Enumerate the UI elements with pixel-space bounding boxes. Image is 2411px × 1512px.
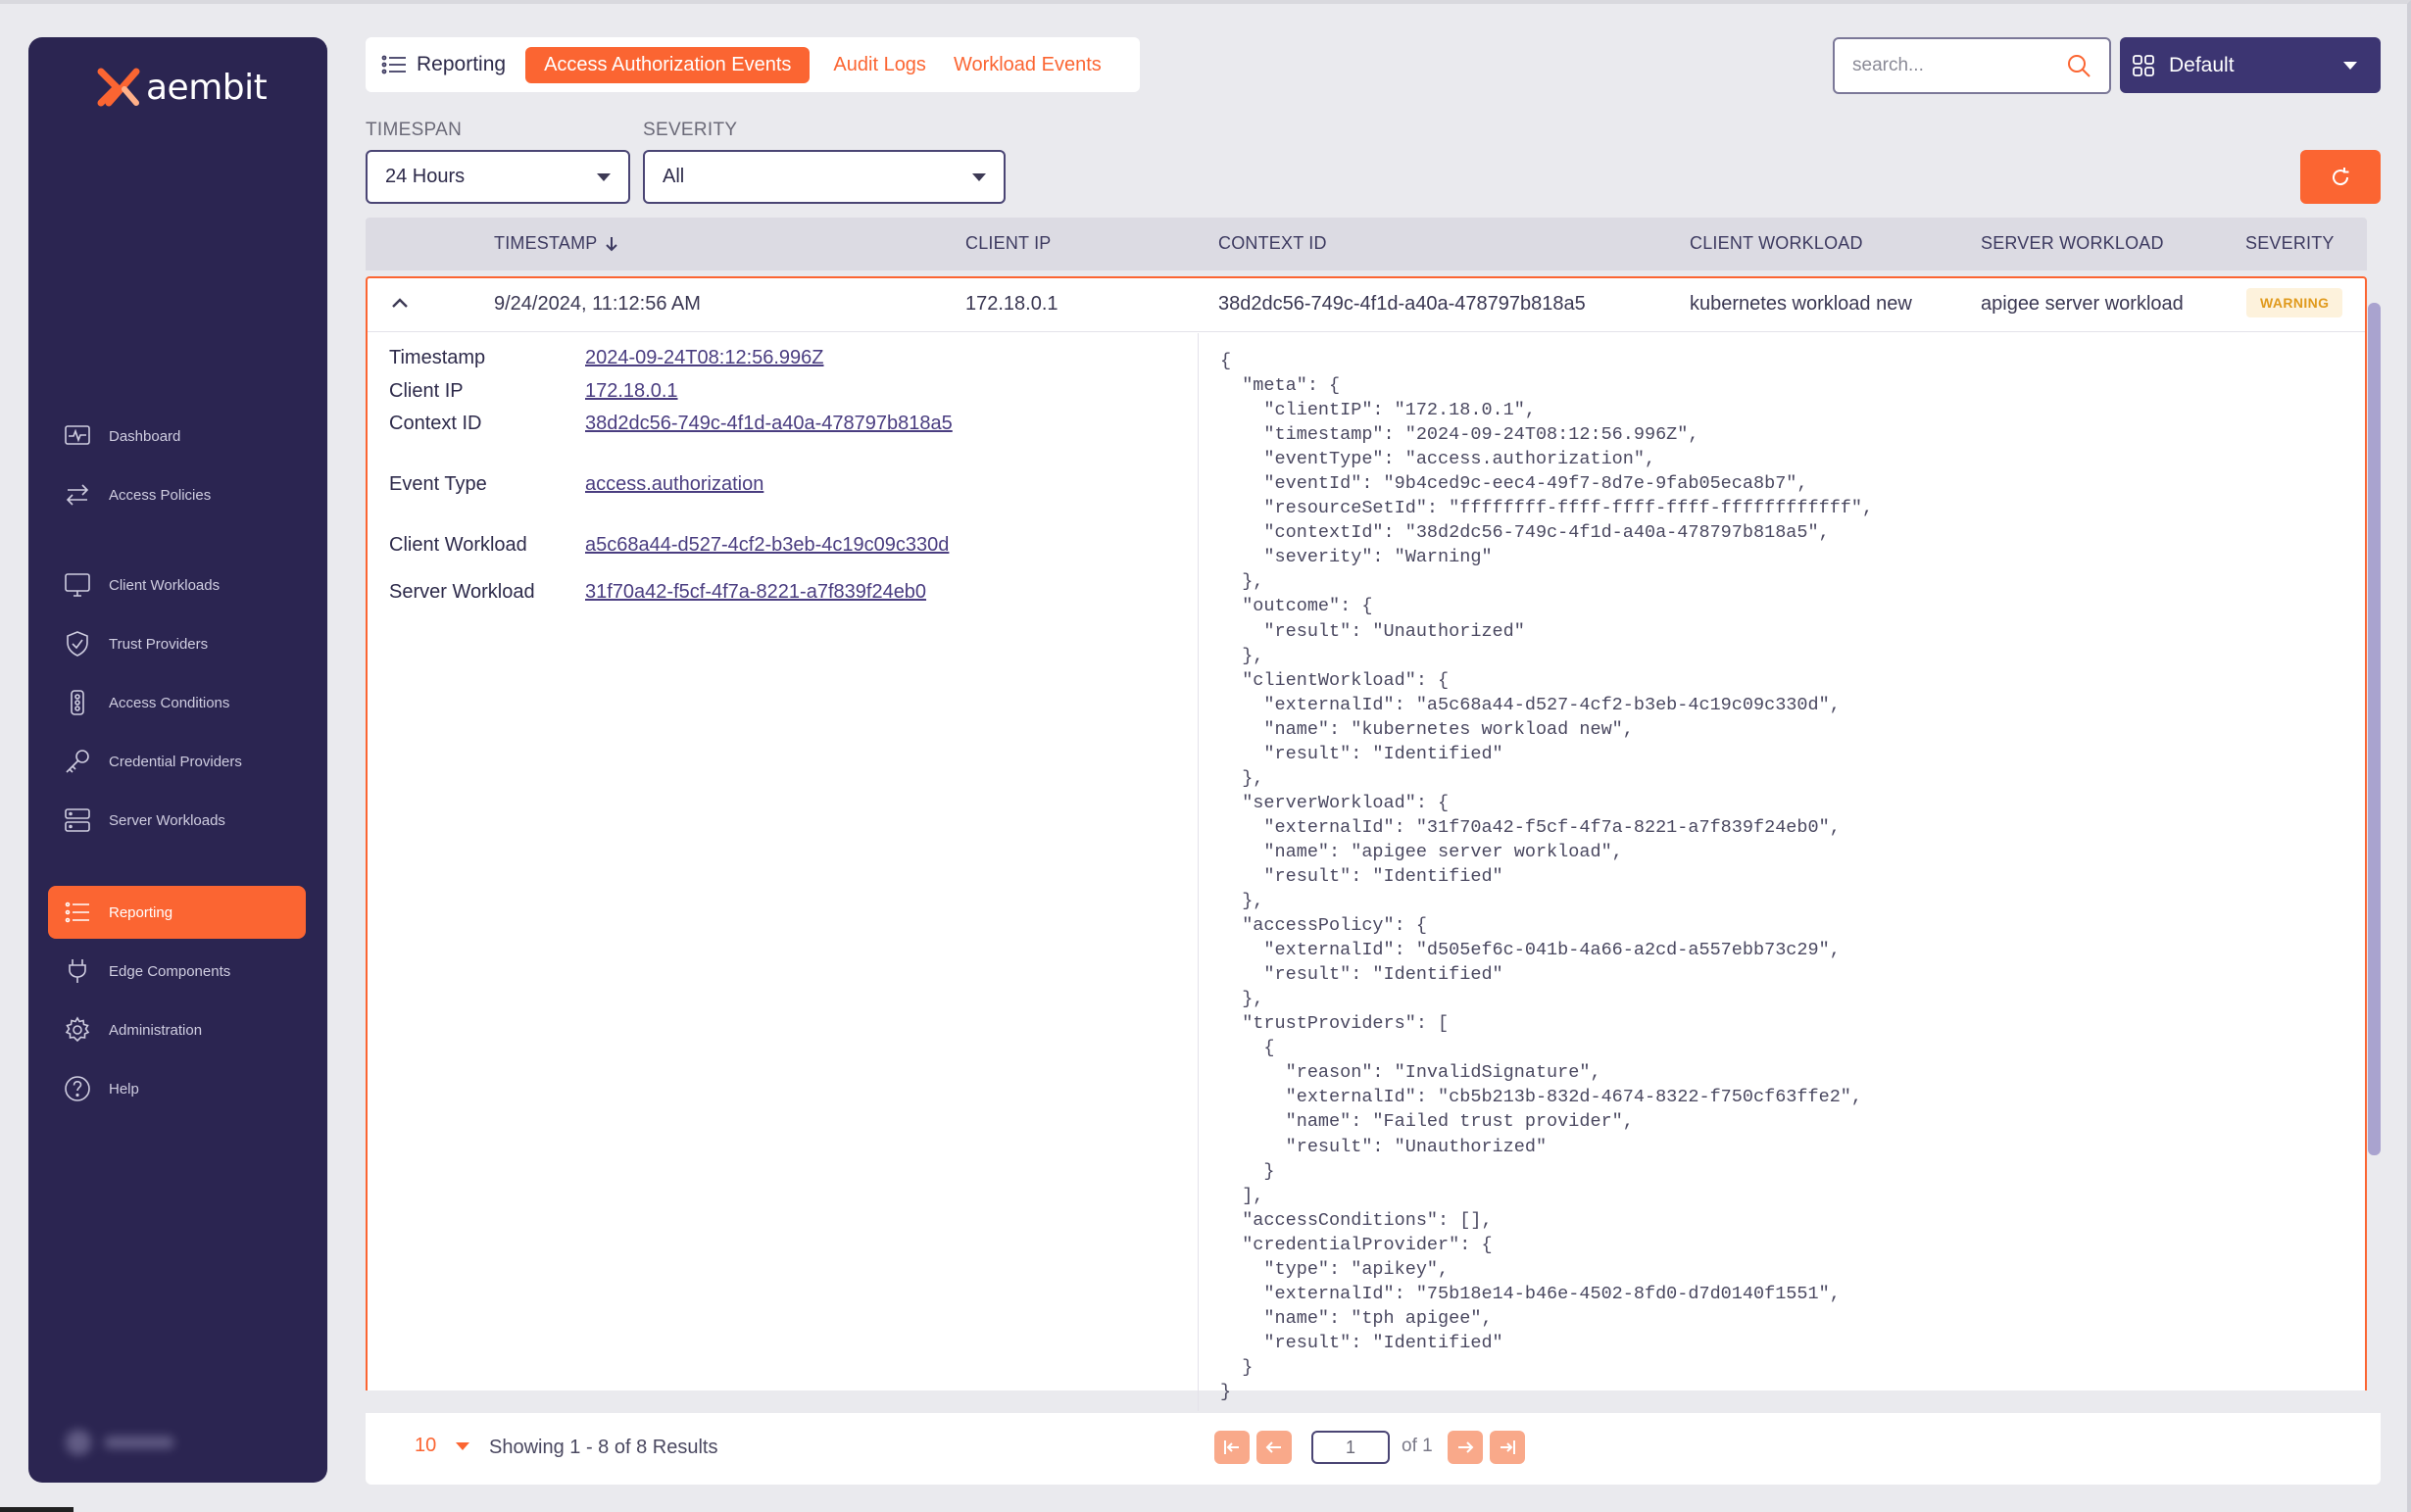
sidebar-item-label: Dashboard: [109, 427, 181, 445]
detail-link-timestamp[interactable]: 2024-09-24T08:12:56.996Z: [585, 347, 824, 368]
monitor-icon: [64, 571, 91, 599]
key-icon: [64, 748, 91, 775]
view-selector-dropdown[interactable]: [2120, 37, 2381, 93]
reporting-heading: [381, 53, 506, 76]
column-header-client-workload[interactable]: CLIENT WORKLOAD: [1690, 233, 1863, 253]
page-number-input[interactable]: 1: [1311, 1431, 1390, 1464]
chevron-down-icon: [972, 173, 986, 181]
page-count-label: of 1: [1402, 1436, 1433, 1456]
aembit-logo[interactable]: [97, 63, 267, 112]
timespan-label: TIMESPAN: [366, 120, 463, 140]
gear-icon: [64, 1016, 91, 1044]
sidebar-item-label: Client Workloads: [109, 576, 221, 594]
first-page-button[interactable]: [1214, 1431, 1250, 1464]
refresh-icon: [2330, 167, 2351, 188]
detail-label-server-workload: Server Workload: [389, 581, 535, 603]
severity-badge: WARNING: [2246, 288, 2342, 317]
sidebar-item-trust-providers[interactable]: [48, 617, 306, 670]
detail-link-context-id[interactable]: 38d2dc56-749c-4f1d-a40a-478797b818a5: [585, 413, 953, 434]
row-divider: [368, 331, 2365, 332]
arrow-left-icon: [1263, 1437, 1285, 1458]
results-summary: Showing 1 - 8 of 8 Results: [489, 1437, 718, 1458]
event-json-viewer: { "meta": { "clientIP": "172.18.0.1", "timestamp": "2024-09-24T08:12:56.996Z", "eventType": "access.authorization", "eventId": "9b4ced9c-eec4-49f7-8d7e-9fab05eca8b7", "resourceSetId": "ffffffff-ffff-ffff-ffff-ffffffffffff", "contextId": "38d2dc56-749c-4f1d-a40a-478797b818a5", "severity": "Warning" }, "outcome": { "result": "Unauthorized" }, "clientWorkload": { "externalId": "a5c68a44-d527-4cf2-b3eb-4c19c09c330d", "name": "kubernetes workload new", "result": "Identified" }, "serverWorkload": { "externalId": "31f70a42-f5cf-4f7a-8221-a7f839f24eb0", "name": "apigee server workload", "result": "Identified" }, "accessPolicy": { "externalId": "d505ef6c-041b-4a66-a2cd-a557ebb73c29", "result": "Identified" }, "trustProviders": [ { "reason": "InvalidSignature", "externalId": "cb5b213b-832d-4674-8322-f750cf63ffe2", "name": "Failed trust provider", "result": "Unauthorized" } ], "accessConditions": [], "credentialProvider": { "type": "apikey", "externalId": "75b18e14-b46e-4502-8fd0-d7d0140f1551", "name": "tph apigee", "result": "Identified" } }: [1220, 351, 1874, 1402]
cell-client-workload: kubernetes workload new: [1690, 293, 1912, 315]
severity-select[interactable]: [643, 150, 1006, 204]
conditions-icon: [64, 689, 91, 716]
column-header-severity[interactable]: SEVERITY: [2245, 233, 2335, 253]
column-header-server-workload[interactable]: SERVER WORKLOAD: [1981, 233, 2164, 253]
detail-link-client-workload[interactable]: a5c68a44-d527-4cf2-b3eb-4c19c09c330d: [585, 534, 950, 556]
logo-mark-icon: [97, 68, 140, 107]
tab-access-authorization-events[interactable]: Access Authorization Events: [525, 47, 810, 83]
sidebar-item-client-workloads[interactable]: [48, 559, 306, 611]
sidebar-item-credential-providers[interactable]: [48, 735, 306, 788]
detail-label-event-type: Event Type: [389, 473, 487, 495]
search-icon[interactable]: [2066, 53, 2091, 78]
detail-label-context-id: Context ID: [389, 413, 482, 434]
per-page-select[interactable]: [415, 1435, 469, 1457]
detail-link-server-workload[interactable]: 31f70a42-f5cf-4f7a-8221-a7f839f24eb0: [585, 581, 927, 603]
pagination-footer: [366, 1413, 2381, 1485]
sidebar-item-label: Help: [109, 1080, 139, 1097]
arrow-down-icon: [605, 236, 618, 252]
list-icon: [381, 54, 407, 75]
sidebar-item-label: Reporting: [109, 903, 173, 921]
sidebar-item-label: Access Policies: [109, 486, 212, 504]
last-page-icon: [1497, 1437, 1518, 1458]
timespan-select[interactable]: [366, 150, 630, 204]
sidebar-item-edge-components[interactable]: [48, 945, 306, 998]
sidebar-item-administration[interactable]: [48, 1003, 306, 1056]
sidebar-item-server-workloads[interactable]: [48, 794, 306, 847]
detail-label-client-ip: Client IP: [389, 380, 464, 402]
sidebar-item-reporting[interactable]: [48, 886, 306, 939]
detail-link-client-ip[interactable]: 172.18.0.1: [585, 380, 678, 402]
avatar: [66, 1430, 91, 1455]
chevron-up-icon[interactable]: [389, 292, 411, 314]
severity-label: SEVERITY: [643, 120, 738, 140]
chevron-down-icon: [456, 1442, 469, 1450]
column-header-client-ip[interactable]: CLIENT IP: [965, 233, 1052, 253]
detail-label-timestamp: Timestamp: [389, 347, 486, 368]
reporting-tabs: [366, 37, 1140, 92]
logo-text: aembit: [146, 67, 268, 108]
sidebar-item-label: Access Conditions: [109, 694, 230, 711]
tab-audit-logs[interactable]: Audit Logs: [833, 53, 926, 75]
view-selector-label: Default: [2169, 53, 2235, 76]
sidebar-item-label: Server Workloads: [109, 811, 225, 829]
user-name-blurred: [105, 1437, 173, 1448]
last-page-button[interactable]: [1490, 1431, 1525, 1464]
sidebar-item-label: Trust Providers: [109, 635, 209, 653]
tab-workload-events[interactable]: Workload Events: [953, 53, 1102, 75]
sidebar-item-label: Administration: [109, 1021, 203, 1039]
column-header-timestamp[interactable]: [494, 233, 618, 254]
details-divider: [1198, 333, 1199, 1411]
chevron-down-icon: [2343, 62, 2357, 70]
dashboard-icon: [64, 422, 91, 450]
scrollbar-thumb[interactable]: [2368, 303, 2381, 1155]
column-header-context-id[interactable]: CONTEXT ID: [1218, 233, 1327, 253]
search-input[interactable]: [1833, 37, 2111, 94]
cell-client-ip: 172.18.0.1: [965, 293, 1058, 315]
column-header-label: TIMESTAMP: [494, 233, 598, 253]
next-page-button[interactable]: [1448, 1431, 1483, 1464]
per-page-value: 10: [415, 1435, 437, 1456]
chevron-down-icon: [597, 173, 611, 181]
list-icon: [64, 899, 91, 926]
expanded-table-row: [366, 276, 2367, 1402]
detail-label-client-workload: Client Workload: [389, 534, 527, 556]
sidebar-item-help[interactable]: [48, 1062, 306, 1115]
plug-icon: [64, 957, 91, 985]
cell-timestamp: 9/24/2024, 11:12:56 AM: [494, 293, 701, 315]
sidebar-item-access-conditions[interactable]: [48, 676, 306, 729]
sidebar-item-dashboard[interactable]: [48, 410, 306, 463]
cell-context-id: 38d2dc56-749c-4f1d-a40a-478797b818a5: [1218, 293, 1586, 315]
reporting-label: Reporting: [417, 53, 507, 75]
table-header: [366, 218, 2367, 270]
cell-server-workload: apigee server workload: [1981, 293, 2184, 315]
first-page-icon: [1221, 1437, 1243, 1458]
previous-page-button[interactable]: [1256, 1431, 1292, 1464]
window-corner: [0, 1507, 74, 1512]
arrows-exchange-icon: [64, 481, 91, 509]
detail-link-event-type[interactable]: access.authorization: [585, 473, 764, 495]
server-icon: [64, 806, 91, 834]
severity-value: All: [663, 166, 685, 187]
sidebar-item-label: Edge Components: [109, 962, 231, 980]
user-profile[interactable]: [66, 1430, 173, 1455]
sidebar-item-access-policies[interactable]: [48, 468, 306, 521]
sidebar-item-label: Credential Providers: [109, 753, 242, 770]
timespan-value: 24 Hours: [385, 166, 466, 187]
help-circle-icon: [64, 1075, 91, 1102]
refresh-button[interactable]: [2300, 150, 2381, 204]
sidebar: [28, 37, 327, 1483]
shield-check-icon: [64, 630, 91, 658]
search-placeholder: search...: [1852, 55, 1924, 75]
arrow-right-icon: [1454, 1437, 1476, 1458]
grid-icon: [2132, 54, 2155, 77]
